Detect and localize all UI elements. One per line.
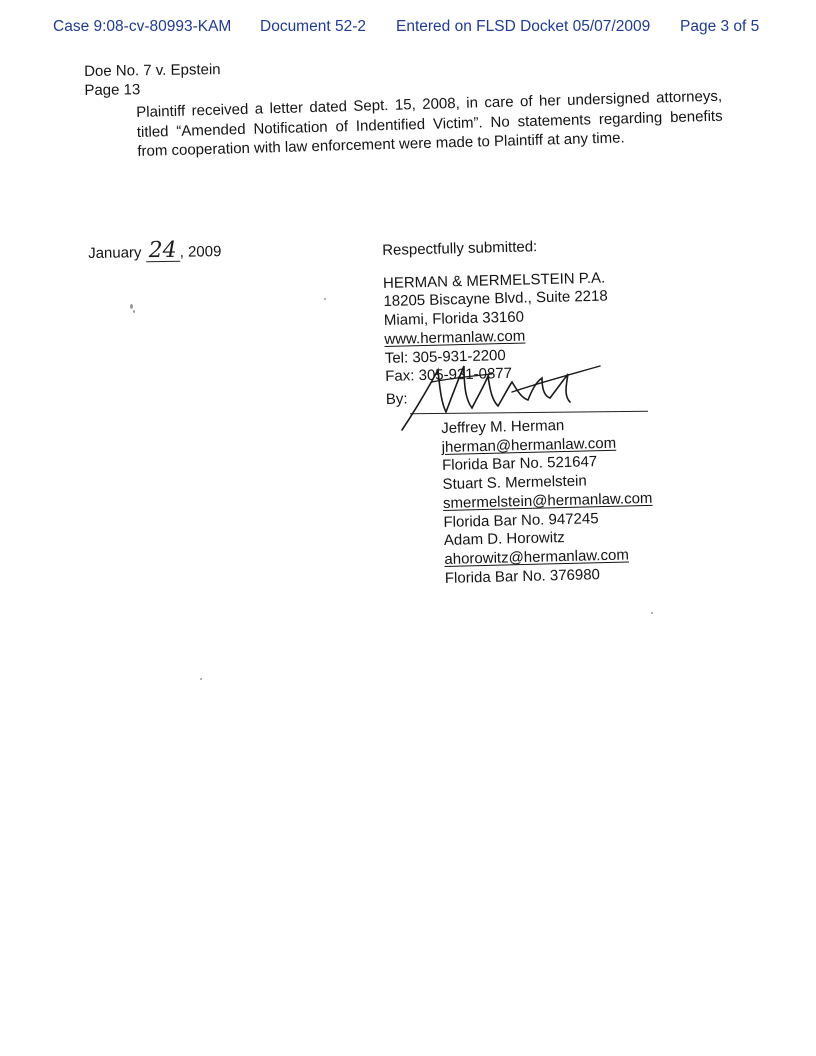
case-caption: [84, 60, 221, 100]
signature-by-label: By:: [385, 390, 408, 408]
attorney-list: [441, 415, 655, 588]
attorney-3-bar-number: Florida Bar No. 376980: [444, 565, 601, 587]
attorney-3-email-link[interactable]: ahorowitz@hermanlaw.com: [444, 546, 630, 568]
scan-speck: [133, 310, 135, 313]
attorney-3-name: Adam D. Horowitz: [443, 529, 565, 550]
attorney-1-name: Jeffrey M. Herman: [441, 416, 565, 437]
body-paragraph: Plaintiff received a letter dated Sept. 15, 2008, in care of her undersigned attorneys, titled “Amended Notification of Indentified Victim”. No statements regarding benefits from cooperation with law enforcement were made to Plaintiff at any time.: [136, 87, 723, 160]
firm-website-link[interactable]: www.hermanlaw.com: [384, 327, 526, 348]
attorney-1-email-link[interactable]: jherman@hermanlaw.com: [441, 434, 617, 456]
caption-case-name: Doe No. 7 v. Epstein: [84, 61, 221, 80]
dateline-month: January: [88, 244, 142, 262]
firm-telephone: Tel: 305-931-2200: [384, 346, 506, 367]
scan-speck: [651, 612, 653, 614]
firm-address-line2: Miami, Florida 33160: [383, 308, 525, 330]
firm-name: HERMAN & MERMELSTEIN P.A.: [382, 269, 606, 292]
attorney-2-name: Stuart S. Mermelstein: [442, 472, 587, 494]
docket-case-number: Case 9:08-cv-80993-KAM: [53, 18, 232, 35]
firm-fax: Fax: 305-931-0877: [385, 365, 513, 386]
docket-document-number: Document 52-2: [260, 18, 366, 35]
docket-page-number: Page 3 of 5: [680, 18, 760, 35]
docket-entry-date: Entered on FLSD Docket 05/07/2009: [396, 18, 651, 35]
scan-speck: [200, 678, 202, 680]
dateline-handwritten-day: 24: [148, 237, 177, 264]
respectfully-submitted: Respectfully submitted:: [382, 238, 538, 259]
attorney-1-bar-number: Florida Bar No. 521647: [441, 453, 598, 475]
scan-speck: [130, 304, 133, 309]
firm-address-line1: 18205 Biscayne Blvd., Suite 2218: [383, 287, 608, 311]
attorney-2-email-link[interactable]: smermelstein@hermanlaw.com: [442, 489, 653, 512]
dateline-year: , 2009: [179, 243, 222, 261]
dateline: [88, 237, 222, 264]
attorney-2-bar-number: Florida Bar No. 947245: [443, 509, 599, 531]
scan-speck: [324, 298, 326, 300]
caption-page-label: Page 13: [84, 81, 141, 99]
